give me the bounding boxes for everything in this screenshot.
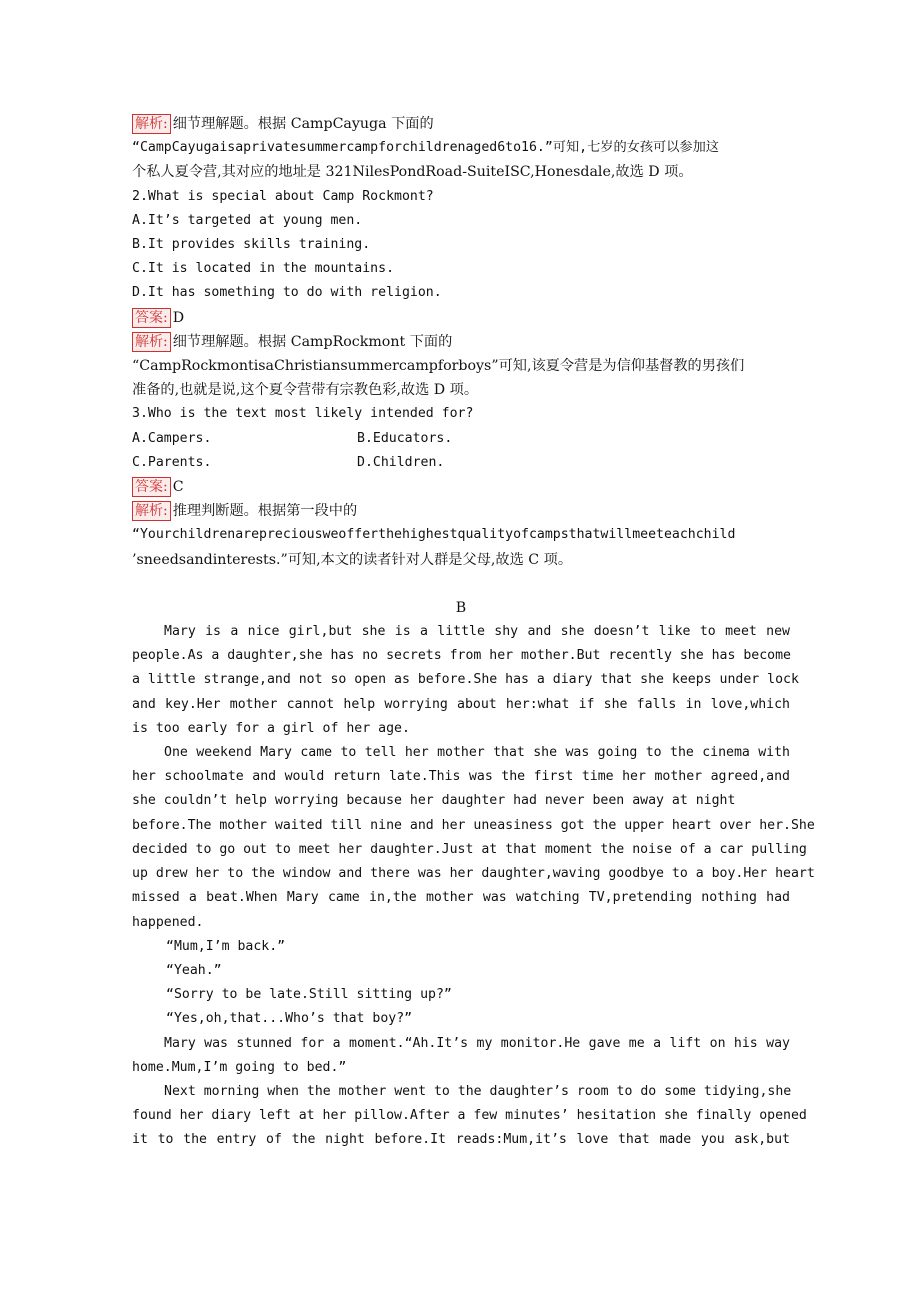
analysis-label: 解析: <box>132 501 171 521</box>
passage-line: her schoolmate and would return late.This was the first time her mother agreed,and <box>132 769 790 785</box>
passage-line: before.The mother waited till nine and her uneasiness got the upper heart over her.She <box>132 817 815 833</box>
option-c: C.Parents. <box>132 454 212 470</box>
answer-value: D <box>172 309 185 326</box>
passage-line: Next morning when the mother went to the daughter’s room to do some tidying,she <box>164 1083 792 1099</box>
question-2: 2.What is special about Camp Rockmont? <box>132 188 434 204</box>
analysis-text: 细节理解题。根据 CampCayuga 下面的 <box>172 116 434 132</box>
passage-line: Mary was stunned for a moment.“Ah.It’s my monitor.He gave me a lift on his way <box>164 1035 790 1051</box>
analysis-text: ’sneedsandinterests.”可知,本文的读者针对人群是父母,故选 C 项。 <box>132 551 573 568</box>
option-c: C.It is located in the mountains. <box>132 261 395 277</box>
passage-line: up drew her to the window and there was her daughter,waving goodbye to a boy.Her heart <box>132 866 815 882</box>
analysis-text: “CampRockmontisaChristiansummercampforboys”可知,该夏令营是为信仰基督教的男孩们 <box>132 358 745 375</box>
passage-line: and key.Her mother cannot help worrying about her:what if she falls in love,which <box>132 696 790 712</box>
option-b: B.It provides skills training. <box>132 237 371 253</box>
dialogue-line: “Mum,I’m back.” <box>166 938 286 954</box>
passage-line: is too early for a girl of her age. <box>132 720 410 736</box>
q1-analysis <box>132 112 790 136</box>
analysis-text: 个私人夏令营,其对应的地址是 321NilesPondRoad-SuiteISC,Honesdale,故选 D 项。 <box>132 164 693 181</box>
passage-line: she couldn’t help worrying because her daughter had never been away at night <box>132 793 736 809</box>
passage-line: Mary is a nice girl,but she is a little shy and she doesn’t like to meet new <box>164 624 790 640</box>
passage-line: happened. <box>132 914 204 930</box>
dialogue-line: “Sorry to be late.Still sitting up?” <box>166 987 452 1003</box>
question-3: 3.Who is the text most likely intended for? <box>132 406 474 422</box>
answer-value: C <box>172 479 184 496</box>
options-row <box>132 427 790 451</box>
passage-line: decided to go out to meet her daughter.Just at that moment the noise of a car pulling <box>132 841 807 857</box>
q2-answer <box>132 306 790 330</box>
option-d: D.It has something to do with religion. <box>132 285 442 301</box>
option-a: A.Campers. <box>132 430 212 446</box>
passage-line: One weekend Mary came to tell her mother that she was going to the cinema with <box>164 745 790 761</box>
passage-line: home.Mum,I’m going to bed.” <box>132 1059 347 1075</box>
passage-line: a little strange,and not so open as before.She has a diary that she keeps under lock <box>132 672 799 688</box>
section-heading: B <box>455 599 467 616</box>
answer-label: 答案: <box>132 308 171 328</box>
passage-line: people.As a daughter,she has no secrets from her mother.But recently she has become <box>132 648 791 664</box>
option-b: B.Educators. <box>357 430 453 446</box>
analysis-text: 细节理解题。根据 CampRockmont 下面的 <box>172 333 453 350</box>
analysis-text: “CampCayugaisaprivatesummercampforchildrenaged6to16.”可知,七岁的女孩可以参加这 <box>132 140 719 156</box>
passage-line: missed a beat.When Mary came in,the mother was watching TV,pretending nothing had <box>132 890 790 906</box>
passage-line: found her diary left at her pillow.After a few minutes’ hesitation she finally opened <box>132 1108 807 1124</box>
analysis-label: 解析: <box>132 332 171 352</box>
option-d: D.Children. <box>357 454 445 470</box>
document-page <box>132 112 815 1153</box>
dialogue-line: “Yeah.” <box>166 962 222 978</box>
q2-analysis <box>132 330 790 354</box>
passage-line: it to the entry of the night before.It reads:Mum,it’s love that made you ask,but <box>132 1132 790 1148</box>
q3-answer <box>132 475 790 499</box>
dialogue-line: “Yes,oh,that...Who’s that boy?” <box>166 1011 413 1027</box>
analysis-text: 推理判断题。根据第一段中的 <box>172 503 358 520</box>
analysis-text: 准备的,也就是说,这个夏令营带有宗教色彩,故选 D 项。 <box>132 382 479 399</box>
analysis-label: 解析: <box>132 114 171 134</box>
options-row <box>132 451 790 475</box>
q3-analysis <box>132 499 790 523</box>
analysis-text: “Yourchildrenarepreciousweofferthehighestqualityofcampsthatwillmeeteachchild <box>132 527 736 543</box>
answer-label: 答案: <box>132 477 171 497</box>
option-a: A.It’s targeted at young men. <box>132 212 363 228</box>
